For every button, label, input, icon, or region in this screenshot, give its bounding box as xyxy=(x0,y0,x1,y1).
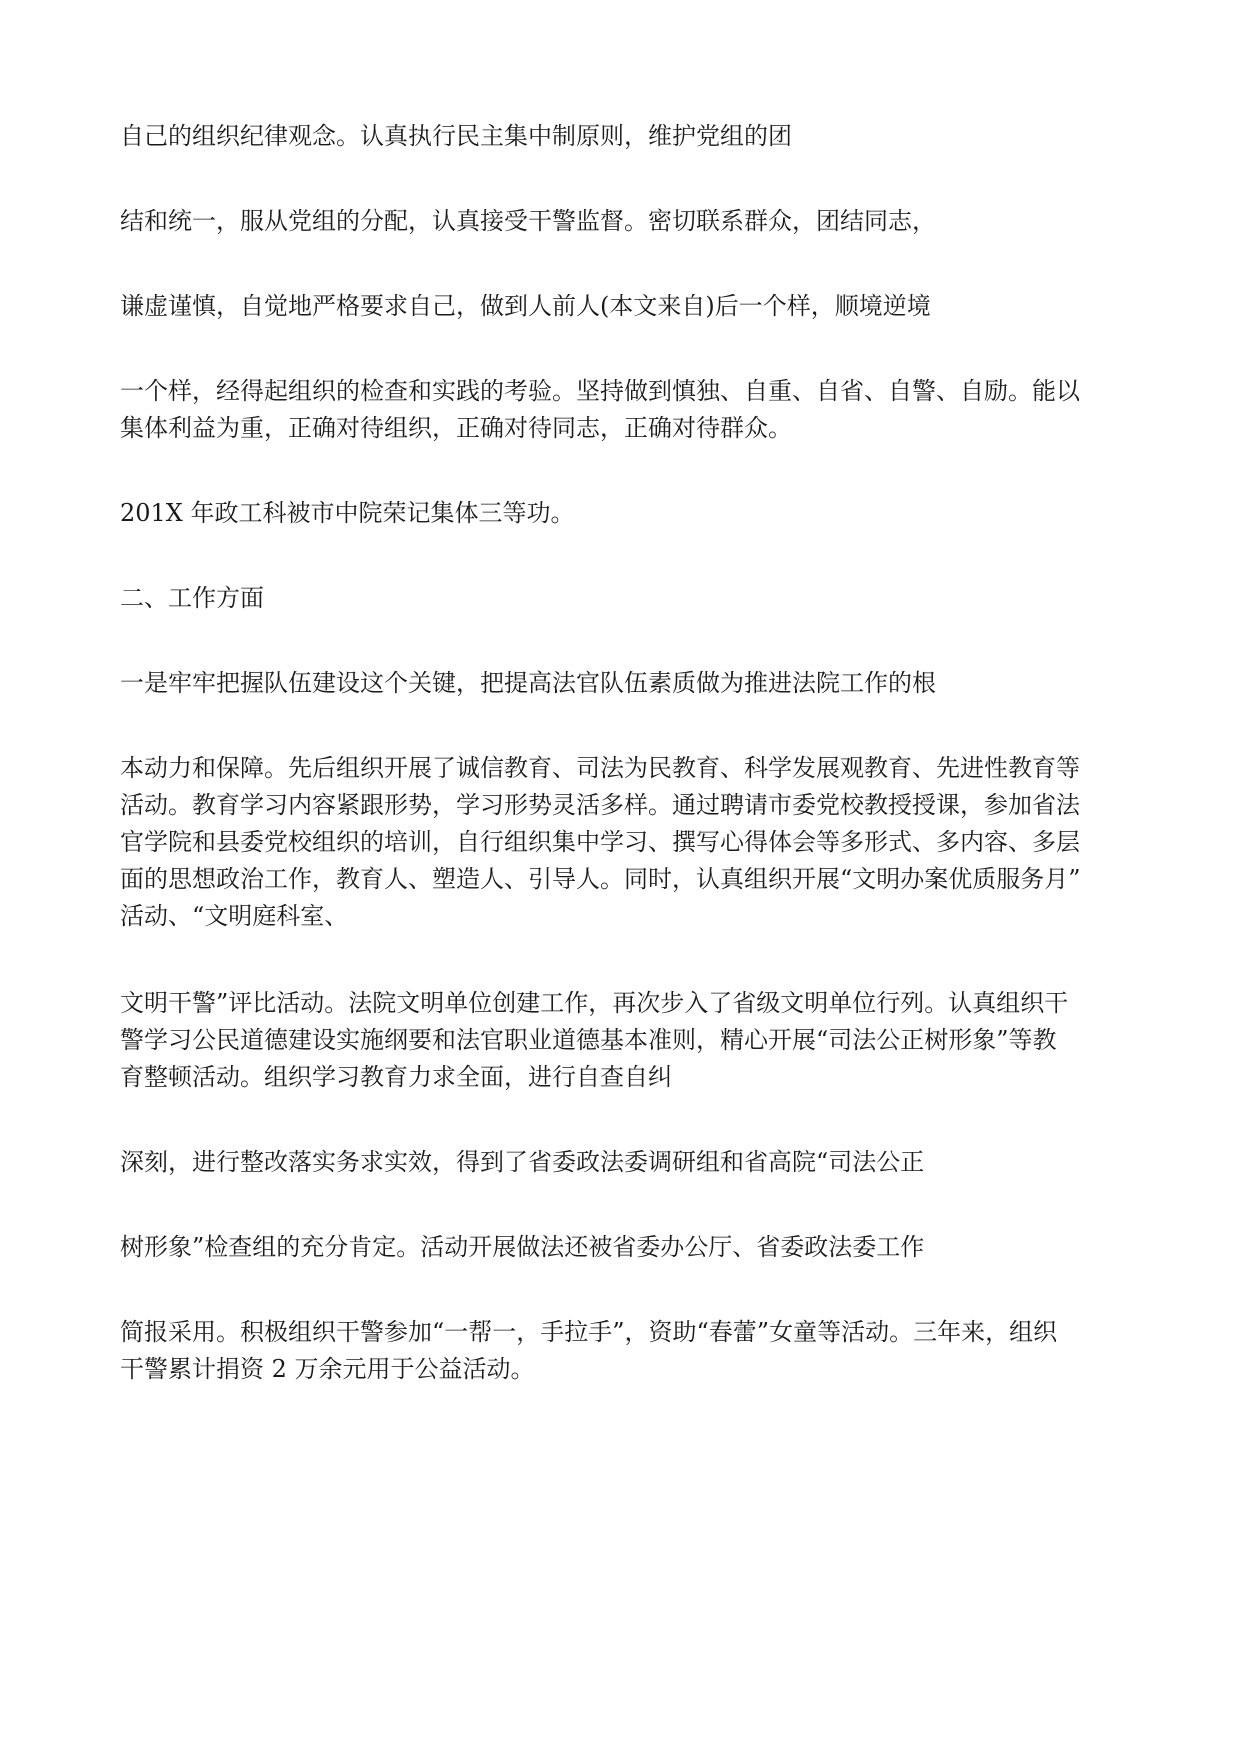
paragraph-2: 结和统一，服从党组的分配，认真接受干警监督。密切联系群众，团结同志， xyxy=(120,207,936,235)
paragraph-8: 文明干警”评比活动。法院文明单位创建工作，再次步入了省级文明单位行列。认真组织干 警学习公民道德建设实施纲要和法官职业道德基本准则，精心开展“司法公正树形象”等教 育整顿活动。组织学习教育力求全面，进行自查自纠 xyxy=(120,989,1069,1091)
paragraph-11: 简报采用。积极组织干警参加“一帮一，手拉手”，资助“春蕾”女童等活动。三年来，组织 干警累计捐资 2 万余元用于公益活动。 xyxy=(120,1318,1058,1383)
section-heading: 二、工作方面 xyxy=(120,584,264,612)
paragraph-1: 自己的组织纪律观念。认真执行民主集中制原则，维护党组的团 xyxy=(120,122,792,150)
paragraph-4: 一个样，经得起组织的检查和实践的考验。坚持做到慎独、自重、自省、自警、自励。能以 集体利益为重，正确对待组织，正确对待同志，正确对待群众。 xyxy=(120,377,1080,442)
paragraph-6: 一是牢牢把握队伍建设这个关键，把提高法官队伍素质做为推进法院工作的根 xyxy=(120,669,936,697)
paragraph-10: 树形象”检查组的充分肯定。活动开展做法还被省委办公厅、省委政法委工作 xyxy=(120,1233,925,1261)
paragraph-5: 201X 年政工科被市中院荣记集体三等功。 xyxy=(120,499,575,527)
paragraph-9: 深刻，进行整改落实务求实效，得到了省委政法委调研组和省高院“司法公正 xyxy=(120,1148,925,1176)
paragraph-3: 谦虚谨慎，自觉地严格要求自己，做到人前人(本文来自)后一个样，顺境逆境 xyxy=(120,292,931,320)
paragraph-7: 本动力和保障。先后组织开展了诚信教育、司法为民教育、科学发展观教育、先进性教育等 活动。教育学习内容紧跟形势，学习形势灵活多样。通过聘请市委党校教授授课，参加省法 官学院和县委党校组织的培训，自行组织集中学习、撰写心得体会等多形式、多内容、多层 面的思想政治工作，教育人、塑造人、引导人。同时，认真组织开展“文明办案优质服务月” 活动、“文明庭科室、 xyxy=(120,754,1081,930)
